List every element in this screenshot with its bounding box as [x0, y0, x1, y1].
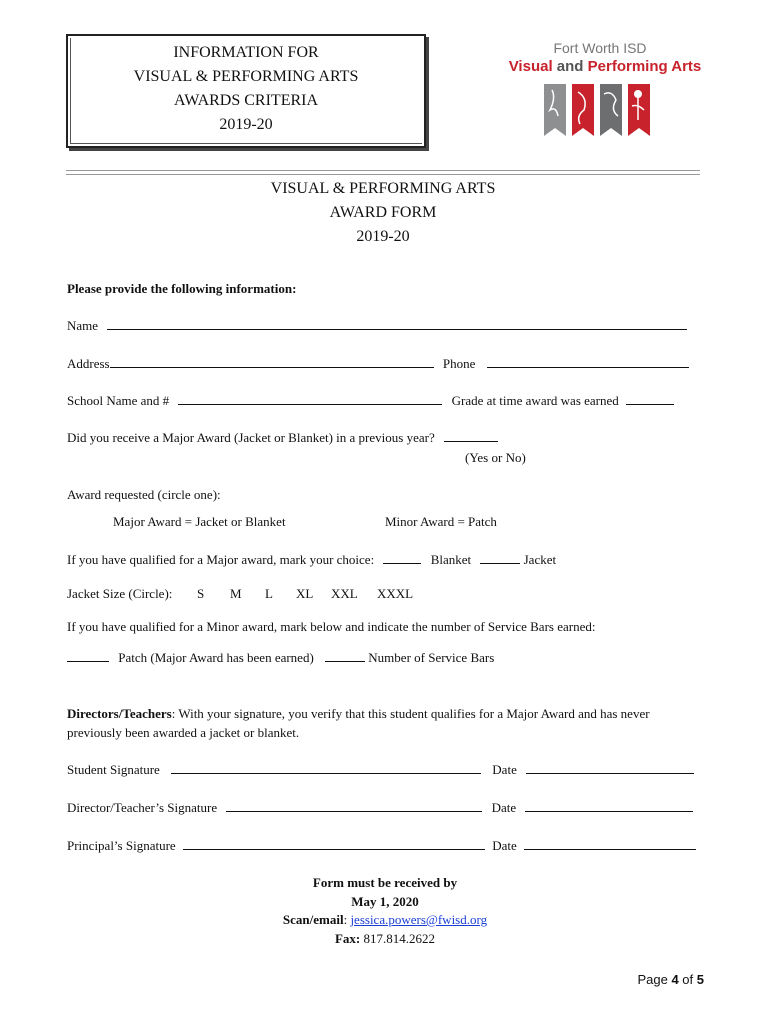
logo-program-name [500, 58, 710, 75]
major-choice-label: If you have qualified for a Major award, mark your choice: [67, 552, 375, 567]
jacket-size-m[interactable]: M [230, 586, 242, 601]
fax-label: Fax: [334, 931, 361, 946]
form-title-line-2: AWARD FORM [329, 204, 437, 221]
email-link[interactable]: jessica.powers@fwisd.org [350, 912, 488, 927]
principal-signature-label: Principal’s Signature [67, 838, 176, 853]
address-row [67, 356, 689, 372]
minor-award-instructions: If you have qualified for a Minor award, mark below and indicate the number of Service Bars earned: [67, 619, 596, 634]
deadline-date: May 1, 2020 [351, 894, 419, 909]
logo-word-performing: Performing Arts [587, 58, 702, 75]
student-date-label: Date [492, 762, 517, 777]
fax-row [0, 931, 770, 947]
director-date-field[interactable] [525, 800, 693, 812]
jacket-size-xxxl[interactable]: XXXL [377, 586, 414, 601]
directors-statement-line-2: previously been awarded a jacket or blanket. [67, 725, 300, 740]
deadline-line-1: Form must be received by [312, 875, 458, 890]
page-prefix: Page [637, 972, 672, 987]
header-title-line-1: INFORMATION FOR [173, 44, 319, 61]
jacket-choice-field[interactable] [480, 552, 520, 564]
jacket-size-xl[interactable]: XL [296, 586, 314, 601]
student-signature-row [67, 762, 694, 778]
grade-label: Grade at time award was earned [451, 393, 619, 408]
award-requested-label: Award requested (circle one): [67, 487, 221, 502]
directors-label: Directors/Teachers [67, 706, 172, 721]
previous-award-field[interactable] [444, 430, 498, 442]
minor-award-row [67, 650, 494, 666]
director-date-label: Date [491, 800, 517, 815]
service-bars-label: Number of Service Bars [368, 650, 495, 665]
principal-date-field[interactable] [524, 838, 696, 850]
principal-signature-field[interactable] [183, 838, 485, 850]
page-total: 5 [696, 972, 704, 987]
name-field[interactable] [107, 318, 687, 330]
director-signature-row [67, 800, 693, 816]
address-field[interactable] [110, 356, 434, 368]
page-number [637, 972, 704, 987]
arts-banners-logo-icon [540, 80, 660, 142]
jacket-label: Jacket [523, 552, 557, 567]
directors-text-1: : With your signature, you verify that this student qualifies for a Major Award and has never [171, 706, 650, 721]
yes-no-hint: (Yes or No) [465, 450, 526, 465]
fax-number: 817.814.2622 [360, 931, 436, 946]
logo-district-name: Fort Worth ISD [553, 40, 647, 56]
blanket-choice-field[interactable] [383, 552, 421, 564]
scan-email-label: Scan/email [282, 912, 344, 927]
blanket-label: Blanket [430, 552, 472, 567]
school-field[interactable] [178, 393, 442, 405]
jacket-size-s[interactable]: S [197, 586, 205, 601]
name-label: Name [67, 318, 99, 333]
student-date-field[interactable] [526, 762, 694, 774]
scan-email-separator: : [343, 912, 351, 927]
student-signature-field[interactable] [171, 762, 481, 774]
header-divider [66, 170, 700, 175]
patch-label: Patch (Major Award has been earned) [118, 650, 314, 665]
phone-label: Phone [442, 356, 476, 371]
patch-field[interactable] [67, 650, 109, 662]
director-signature-field[interactable] [226, 800, 482, 812]
header-title-box [66, 34, 426, 148]
page-current: 4 [671, 972, 679, 987]
school-label: School Name and # [67, 393, 170, 408]
previous-award-row [67, 430, 498, 446]
form-title-line-1: VISUAL & PERFORMING ARTS [270, 180, 496, 197]
previous-award-label: Did you receive a Major Award (Jacket or Blanket) in a previous year? [67, 430, 435, 445]
logo-word-visual: Visual [508, 58, 553, 75]
directors-statement-line-1 [67, 706, 650, 722]
scan-email-row [0, 912, 770, 928]
school-row [67, 393, 674, 409]
address-label: Address [67, 356, 110, 371]
name-row [67, 318, 687, 334]
minor-award-option[interactable]: Minor Award = Patch [385, 514, 497, 529]
grade-field[interactable] [626, 393, 674, 405]
header-title-line-3: AWARDS CRITERIA [173, 92, 319, 109]
phone-field[interactable] [487, 356, 689, 368]
header-title-line-2: VISUAL & PERFORMING ARTS [133, 68, 359, 85]
jacket-size-label: Jacket Size (Circle): [67, 586, 173, 601]
logo-word-and: and [552, 58, 588, 75]
page-of: of [678, 972, 697, 987]
intro-text: Please provide the following information: [67, 281, 297, 296]
header-title-line-4: 2019-20 [219, 116, 273, 133]
form-title-line-3: 2019-20 [356, 228, 410, 245]
major-award-option[interactable]: Major Award = Jacket or Blanket [113, 514, 286, 529]
director-signature-label: Director/Teacher’s Signature [67, 800, 218, 815]
student-signature-label: Student Signature [67, 762, 160, 777]
principal-date-label: Date [492, 838, 517, 853]
jacket-size-xxl[interactable]: XXL [331, 586, 358, 601]
principal-signature-row [67, 838, 696, 854]
major-choice-row [67, 552, 556, 568]
jacket-size-l[interactable]: L [265, 586, 273, 601]
service-bars-field[interactable] [325, 650, 365, 662]
